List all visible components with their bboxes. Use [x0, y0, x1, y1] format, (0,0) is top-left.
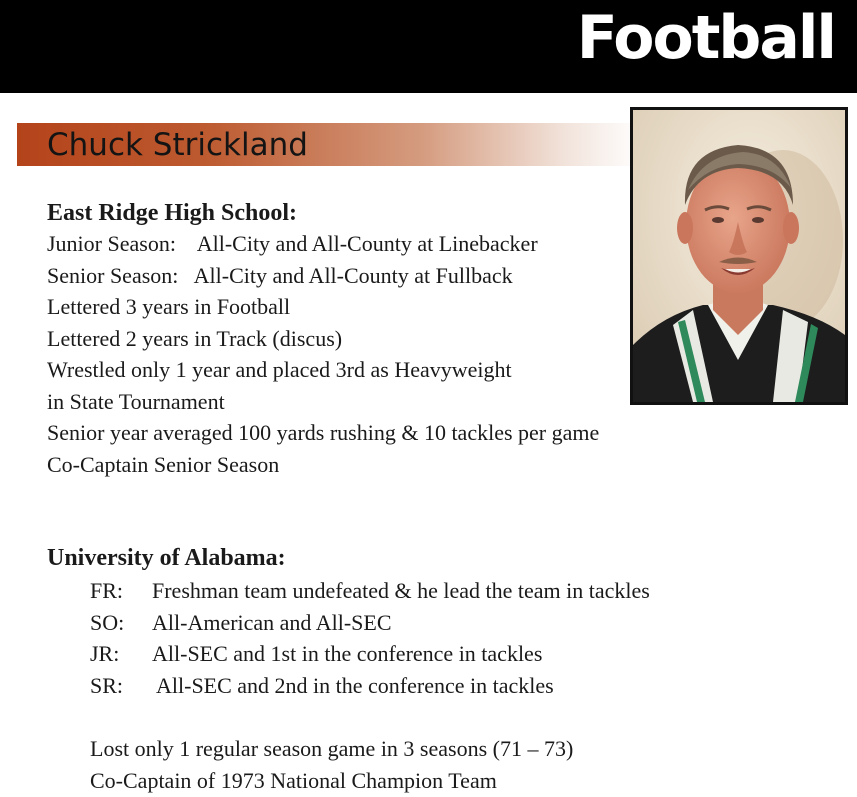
list-item: Co-Captain Senior Season: [47, 451, 280, 477]
season-text: Freshman team undefeated & he lead the team in tackles: [152, 578, 650, 603]
season-year: FR:: [90, 578, 124, 603]
season-text: All-SEC and 1st in the conference in tackles: [152, 641, 543, 666]
portrait-image: [633, 110, 845, 402]
header-bar: [0, 0, 857, 93]
list-item: Senior year averaged 100 yards rushing & 10 tackles per game: [47, 420, 600, 445]
season-year: JR:: [90, 641, 120, 666]
high-school-list: [47, 228, 599, 480]
page-title: Football: [576, 3, 835, 73]
season-year: SO:: [90, 609, 125, 635]
list-item: Co-Captain of 1973 National Champion Team: [90, 767, 497, 793]
list-item: Lost only 1 regular season game in 3 seasons (71 – 73): [90, 736, 574, 761]
list-item: Lettered 3 years in Football: [47, 294, 291, 319]
university-heading: University of Alabama:: [47, 545, 286, 571]
season-year: SR:: [90, 672, 124, 698]
list-item: Wrestled only 1 year and placed 3rd as Heavyweight: [47, 357, 512, 382]
list-item: Junior Season: All-City and All-County at Linebacker: [47, 231, 538, 256]
player-photo: [630, 107, 848, 405]
list-item: Lettered 2 years in Track (discus): [47, 325, 343, 351]
name-banner: [17, 123, 642, 166]
season-text: All-American and All-SEC: [152, 609, 392, 635]
list-item: Senior Season: All-City and All-County at Fullback: [47, 262, 513, 288]
high-school-heading: East Ridge High School:: [47, 200, 298, 226]
season-text: All-SEC and 2nd in the conference in tackles: [156, 672, 554, 698]
player-name: Chuck Strickland: [47, 127, 308, 163]
university-notes: [90, 733, 573, 796]
list-item: in State Tournament: [47, 388, 225, 414]
